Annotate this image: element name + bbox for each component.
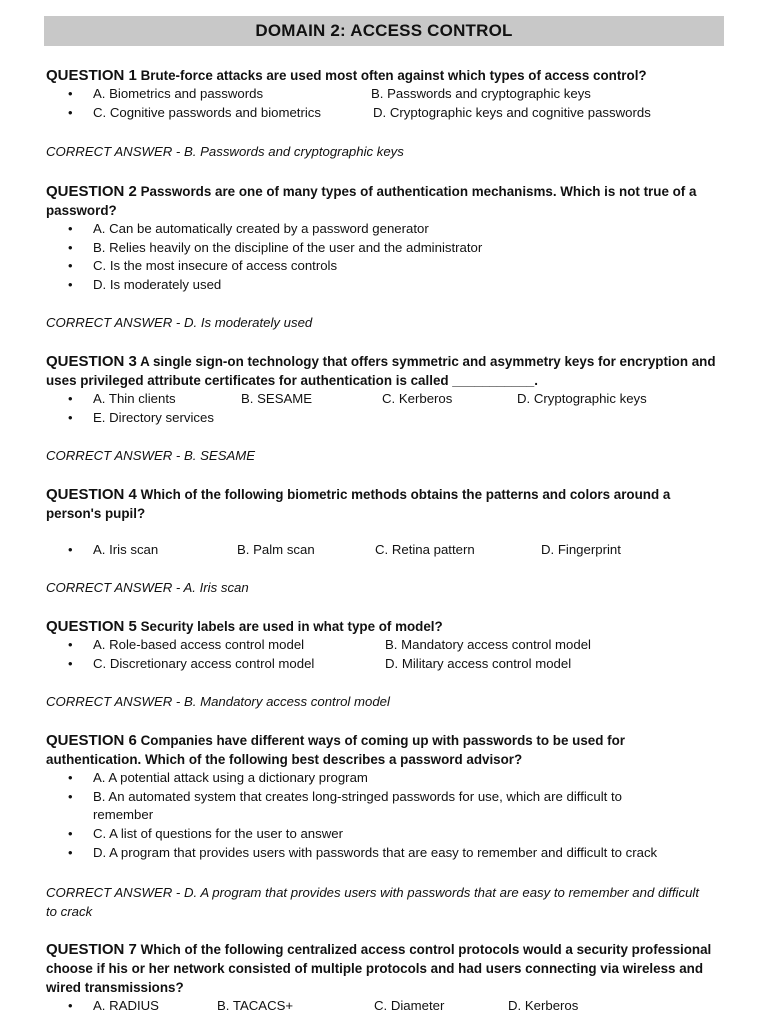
question-1-prompt [46,66,716,85]
question-6-text: Companies have different ways of coming up with passwords to be used for authentication. Which of the following best describes a password advisor? [46,733,625,767]
question-3-prompt [46,352,716,390]
option-1a: • A. Biometrics and passwords [93,86,264,101]
question-6-number: QUESTION 6 [46,732,137,749]
page-title-text: DOMAIN 2: ACCESS CONTROL [255,21,513,40]
question-6-prompt [46,731,716,769]
question-4-number: QUESTION 4 [46,486,137,503]
question-5-options [46,636,716,673]
question-1-text: Brute-force attacks are used most often against which types of access control? [140,68,647,83]
question-3 [46,352,716,427]
question-7-text: Which of the following centralized access control protocols would a security professional choose if his or her network consisted of multiple protocols and had users connecting via wireless and wired transmissions? [46,942,712,995]
option-5a: • A. Role-based access control model [93,637,305,652]
question-1-answer: CORRECT ANSWER - B. Passwords and cryptographic keys [46,144,404,159]
option-3b: B. SESAME [241,391,313,406]
option-5c: • C. Discretionary access control model [93,655,315,671]
option-1b: B. Passwords and cryptographic keys [371,86,591,101]
option-2d: • D. Is moderately used [46,276,716,295]
question-6-options [46,769,716,863]
option-4d: D. Fingerprint [541,542,621,557]
option-1c: • C. Cognitive passwords and biometrics [93,104,321,120]
question-1-options [46,85,716,122]
question-6-answer: CORRECT ANSWER - D. A program that provides users with passwords that are easy to remember and difficult to crack [46,885,700,919]
option-2a: • A. Can be automatically created by a password generator [46,220,716,239]
question-2-number: QUESTION 2 [46,183,137,200]
option-7c: C. Diameter [374,998,445,1013]
option-6c: • C. A list of questions for the user to answer [46,825,716,844]
option-3a: • A. Thin clients [93,391,176,406]
option-1d: D. Cryptographic keys and cognitive passwords [373,104,651,120]
option-row [46,104,716,123]
question-5-answer: CORRECT ANSWER - B. Mandatory access control model [46,694,390,709]
question-2-text: Passwords are one of many types of authentication mechanisms. Which is not true of a password? [46,184,697,218]
question-2-answer: CORRECT ANSWER - D. Is moderately used [46,315,313,330]
question-1 [46,66,716,122]
question-4-text: Which of the following biometric methods obtains the patterns and colors around a person's pupil? [46,487,671,521]
question-5-number: QUESTION 5 [46,618,137,635]
question-3-options [46,390,716,427]
option-4b: B. Palm scan [237,542,315,557]
question-7 [46,940,716,1016]
question-4-prompt [46,485,716,523]
question-2-options [46,220,716,295]
question-2 [46,182,716,295]
question-3-text: A single sign-on technology that offers symmetric and asymmetry keys for encryption and uses privileged attribute certificates for authentication is called ___________. [46,354,716,388]
question-5-text: Security labels are used in what type of model? [140,619,443,634]
page-title [44,16,724,46]
option-7d: D. Kerberos [508,998,579,1013]
option-4c: C. Retina pattern [375,542,475,557]
option-7a: • A. RADIUS [93,998,159,1013]
question-7-number: QUESTION 7 [46,941,137,958]
question-4-options [46,541,716,560]
question-2-prompt [46,182,716,220]
question-3-answer: CORRECT ANSWER - B. SESAME [46,448,256,463]
question-4-answer: CORRECT ANSWER - A. Iris scan [46,580,249,595]
question-5-prompt [46,617,716,636]
option-7b: B. TACACS+ [217,998,294,1013]
option-row [46,655,716,674]
option-6d: • D. A program that provides users with passwords that are easy to remember and difficult to crack [46,844,716,863]
question-7-prompt [46,940,716,997]
option-row [46,997,716,1016]
option-4a: • A. Iris scan [93,542,159,557]
option-row [46,541,716,560]
option-row [46,390,716,409]
option-3c: C. Kerberos [382,391,453,406]
question-3-number: QUESTION 3 [46,353,137,370]
question-7-options [46,997,716,1016]
option-row [46,636,716,655]
question-5 [46,617,716,673]
option-5d: D. Military access control model [385,655,572,671]
option-6b: • B. An automated system that creates long-stringed passwords for use, which are difficult to remember [46,788,716,825]
option-5b: B. Mandatory access control model [385,637,591,652]
option-6a: • A. A potential attack using a dictionary program [46,769,716,788]
option-3e: • E. Directory services [46,409,716,428]
option-2c: • C. Is the most insecure of access controls [46,257,716,276]
question-1-number: QUESTION 1 [46,67,137,84]
question-6 [46,731,716,863]
question-4 [46,485,716,560]
option-3d: D. Cryptographic keys [517,391,647,406]
option-2b: • B. Relies heavily on the discipline of the user and the administrator [46,239,716,258]
option-row [46,85,716,104]
